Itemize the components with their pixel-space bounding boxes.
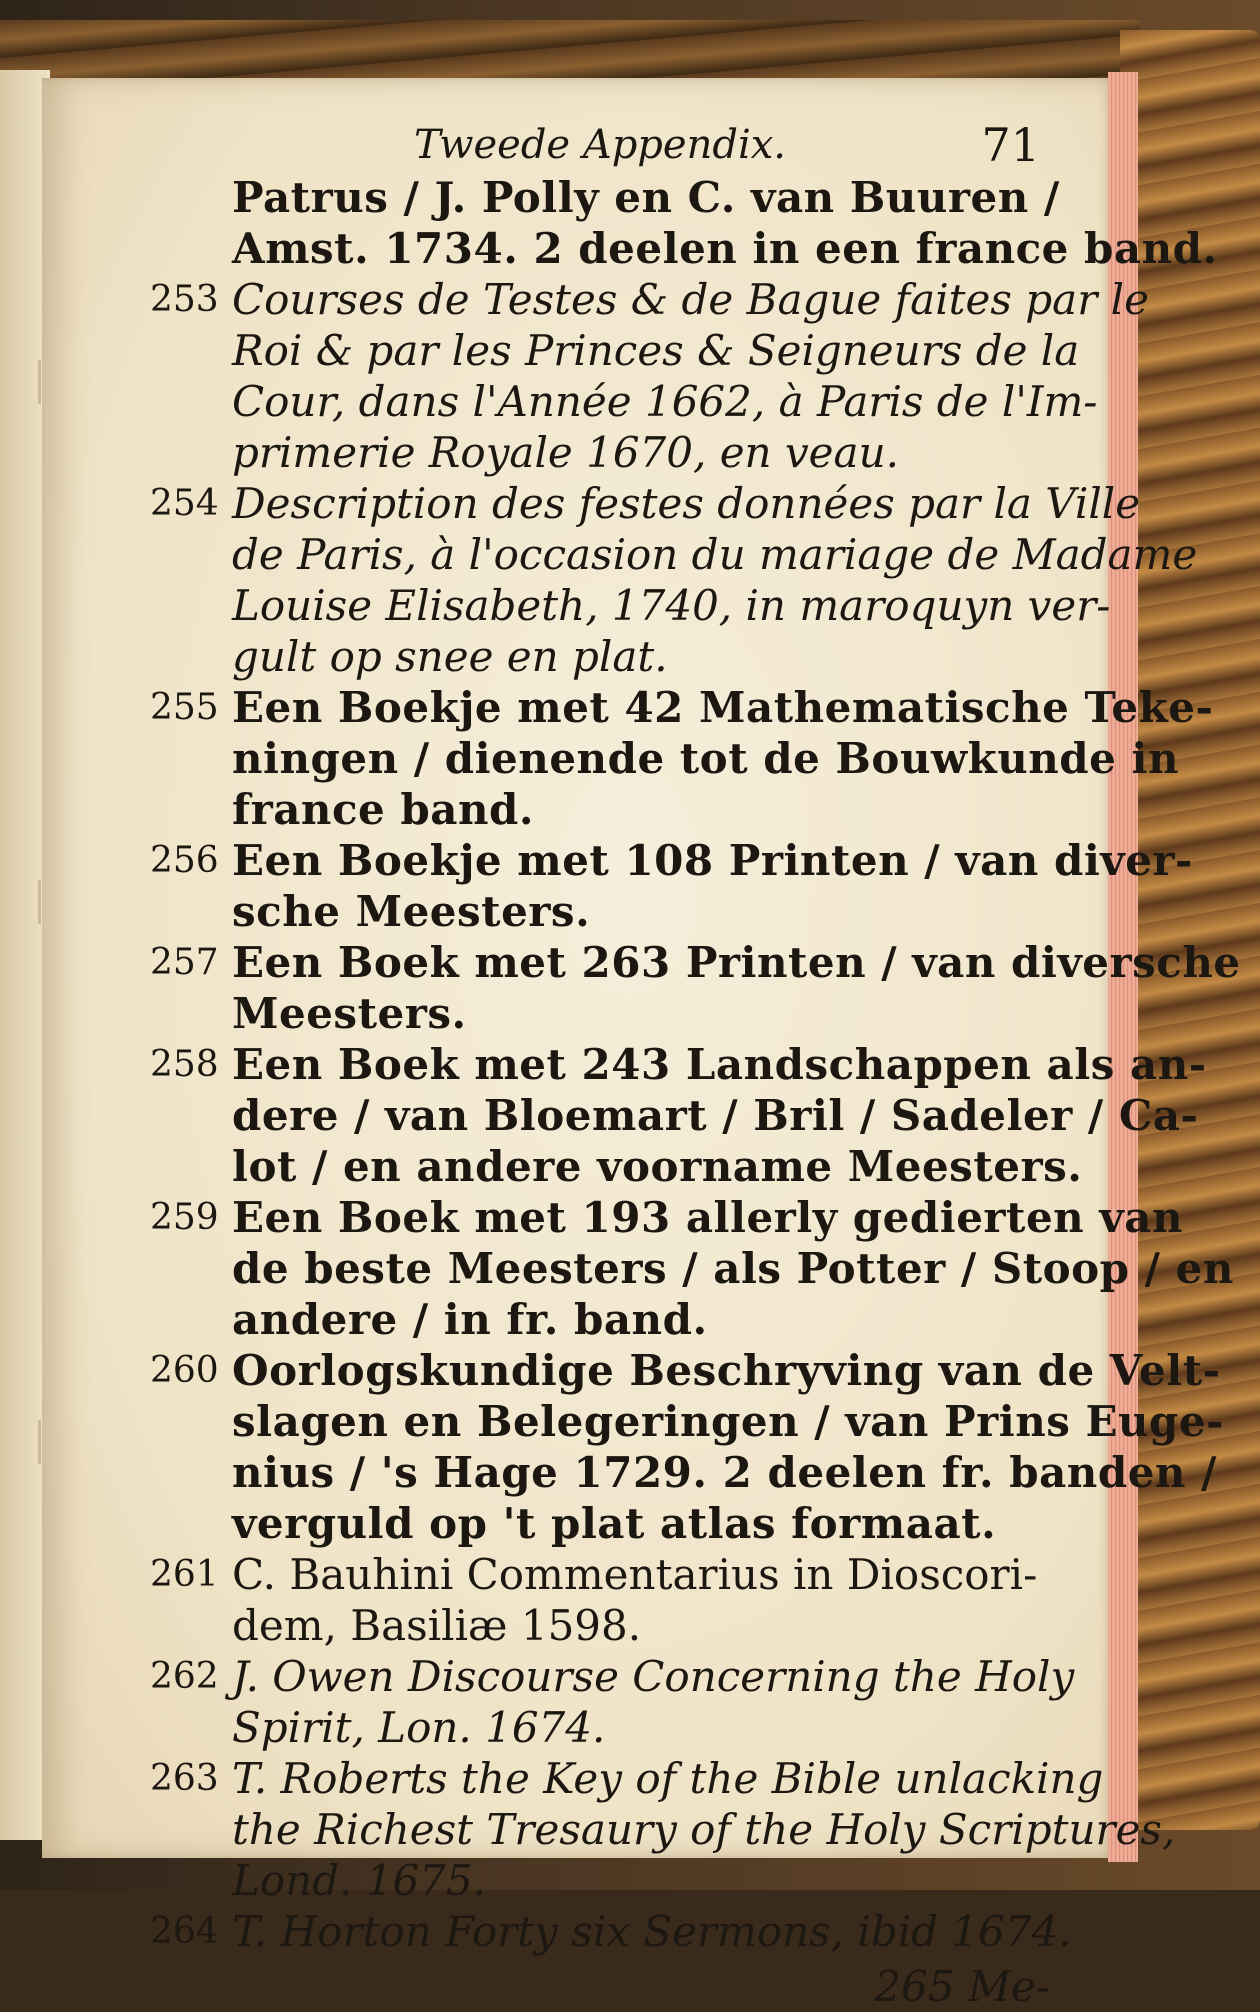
text-line: J. Owen Discourse Concerning the Holy (232, 1652, 1075, 1701)
text-line: nius / 's Hage 1729. 2 deelen fr. banden / (232, 1448, 1217, 1497)
entry-number: 256 (150, 840, 219, 881)
entry-number: 255 (150, 687, 219, 728)
running-header (150, 120, 1050, 172)
text-line: Een Boekje met 108 Printen / van diver- (232, 836, 1193, 885)
entry-number: 262 (150, 1656, 219, 1697)
text-line: Patrus / J. Polly en C. van Buuren / (232, 173, 1060, 222)
catalog-entry-258 (150, 1039, 1207, 1192)
binding-stitch (38, 1420, 55, 1464)
entry-number: 263 (150, 1758, 219, 1799)
text-line: Description des festes données par la Ville (232, 479, 1141, 528)
binding-stitch (38, 360, 55, 404)
text-line: ningen / dienende tot de Bouwkunde in (232, 734, 1180, 783)
catalog-entry-256 (150, 835, 1193, 937)
entry-number: 253 (150, 279, 219, 320)
text-line: Lond. 1675. (232, 1856, 487, 1905)
entry-number: 258 (150, 1044, 219, 1085)
text-line: Oorlogskundige Beschryving van de Velt- (232, 1346, 1221, 1395)
text-line: Cour, dans l'Année 1662, à Paris de l'Im- (232, 377, 1098, 426)
text-line: Courses de Testes & de Bague faites par le (232, 275, 1149, 324)
text-line: sche Meesters. (232, 887, 591, 936)
entry-number: 254 (150, 483, 219, 524)
entry-number: 261 (150, 1554, 219, 1595)
catalog-entry-255 (150, 682, 1214, 835)
text-line: primerie Royale 1670, en veau. (232, 428, 899, 477)
continuation-entry (150, 172, 1218, 274)
catalog-entry-263 (150, 1753, 1176, 1906)
entry-number: 259 (150, 1197, 219, 1238)
catalog-entry-254 (150, 478, 1198, 682)
text-line: Louise Elisabeth, 1740, in maroquyn ver- (232, 581, 1111, 630)
catalog-entry-260 (150, 1345, 1225, 1549)
text-line: verguld op 't plat atlas formaat. (232, 1499, 997, 1548)
text-line: dere / van Bloemart / Bril / Sadeler / Ca- (232, 1091, 1199, 1140)
text-line: lot / en andere voorname Meesters. (232, 1142, 1083, 1191)
text-line: Amst. 1734. 2 deelen in een france band. (232, 224, 1218, 273)
text-line: Een Boek met 263 Printen / van diversche (232, 938, 1241, 987)
text-line: C. Bauhini Commentarius in Dioscori- (232, 1550, 1038, 1599)
text-line: the Richest Tresaury of the Holy Scriptures, (232, 1805, 1176, 1854)
header-title: Tweede Appendix. (413, 122, 787, 168)
text-line: dem, Basiliæ 1598. (232, 1601, 642, 1650)
text-line: de beste Meesters / als Potter / Stoop / en (232, 1244, 1234, 1293)
text-line: france band. (232, 785, 534, 834)
page-number: 71 (981, 118, 1040, 172)
text-line: Roi & par les Princes & Seigneurs de la (232, 326, 1080, 375)
text-line: Een Boekje met 42 Mathematische Teke- (232, 683, 1214, 732)
catalog-entry-259 (150, 1192, 1234, 1345)
text-line: Meesters. (232, 989, 467, 1038)
text-line: slagen en Belegeringen / van Prins Euge- (232, 1397, 1225, 1446)
entry-number: 257 (150, 942, 219, 983)
text-line: T. Roberts the Key of the Bible unlacking (232, 1754, 1104, 1803)
text-line: T. Horton Forty six Sermons, ibid 1674. (232, 1907, 1072, 1956)
catalog-entry-264 (150, 1906, 1072, 1957)
catalog-entry-257 (150, 937, 1241, 1039)
catchword: 265 Me- (874, 1962, 1050, 2011)
page-text (150, 118, 1241, 2012)
text-line: Een Boek met 193 allerly gedierten van (232, 1193, 1183, 1242)
entry-number: 264 (150, 1911, 219, 1952)
catalog-entry-261 (150, 1549, 1050, 1651)
catalog-entry-253 (150, 274, 1149, 478)
text-line: de Paris, à l'occasion du mariage de Madame (232, 530, 1198, 579)
text-line: andere / in fr. band. (232, 1295, 708, 1344)
text-line: gult op snee en plat. (232, 632, 668, 681)
text-line: Spirit, Lon. 1674. (232, 1703, 606, 1752)
binding-stitch (38, 880, 55, 924)
catalog-entry-262 (150, 1651, 1075, 1753)
text-line: Een Boek met 243 Landschappen als an- (232, 1040, 1207, 1089)
entry-number: 260 (150, 1350, 219, 1391)
